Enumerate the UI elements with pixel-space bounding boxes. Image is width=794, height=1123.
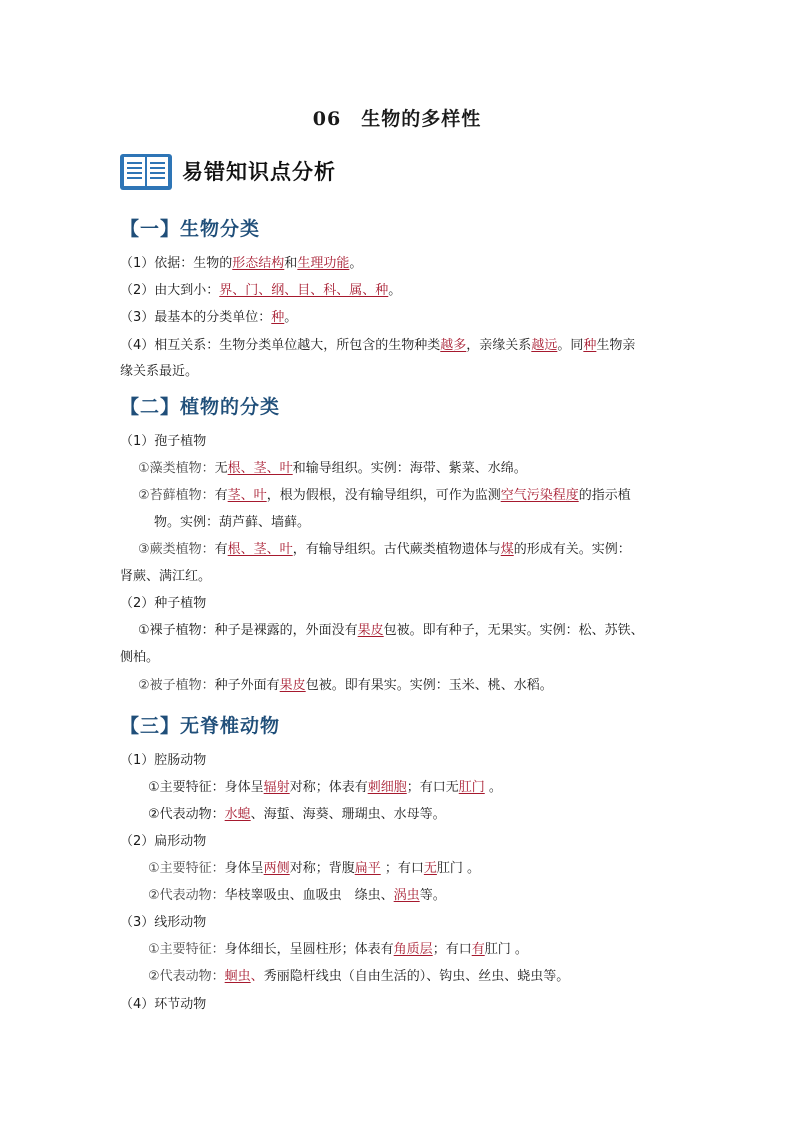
s1-line-2: （2）由大到小：界、门、纲、目、科、属、种。 [120,283,402,298]
section-banner [120,150,336,192]
s2-line-4: 物。实例：葫芦藓、墙藓。 [154,515,311,530]
s3-line-3: ②代表动物：水螅、海蜇、海葵、珊瑚虫、水母等。 [148,807,446,822]
s2-line-6: 肾蕨、满江红。 [120,569,212,584]
s3-line-2: ①主要特征：身体呈辐射对称；体表有刺细胞；有口无肛门 。 [148,780,502,795]
s1-line-3: （3）最基本的分类单位：种。 [120,310,298,325]
s2-line-1: （1）孢子植物 [120,434,207,449]
s3-line-9: ②代表动物：蛔虫、秀丽隐杆线虫（自由生活的）、钩虫、丝虫、蛲虫等。 [148,969,570,984]
section-heading-2: 【二】植物的分类 [120,396,281,418]
s2-line-7: （2）种子植物 [120,596,207,611]
s1-line-4: （4）相互关系：生物分类单位越大，所包含的生物种类越多，亲缘关系越远。同种生物亲 [120,338,636,353]
s3-line-7: （3）线形动物 [120,915,207,930]
s3-line-6: ②代表动物：华枝睾吸虫、血吸虫 绦虫、涡虫等。 [148,888,446,903]
s2-line-3: ②苔藓植物：有茎、叶，根为假根，没有输导组织，可作为监测空气污染程度的指示植 [138,488,631,503]
page-title: 06 生物的多样性 [312,108,482,130]
s2-line-5: ③蕨类植物：有根、茎、叶，有输导组织。古代蕨类植物遗体与煤的形成有关。实例： [138,542,631,557]
s3-line-1: （1）腔肠动物 [120,753,207,768]
s1-line-1: （1）依据：生物的形态结构和生理功能。 [120,256,363,271]
section-heading-1: 【一】生物分类 [120,218,261,240]
open-book-icon [120,152,172,190]
s3-line-5: ①主要特征：身体呈两侧对称；背腹扁平 ；有口无肛门 。 [148,861,481,876]
s3-line-4: （2）扁形动物 [120,834,207,849]
s2-line-8: ①裸子植物：种子是裸露的，外面没有果皮包被。即有种子，无果实。实例：松、苏铁、 [138,623,644,638]
banner-title: 易错知识点分析 [182,160,336,184]
s3-line-10: （4）环节动物 [120,997,207,1012]
s2-line-2: ①藻类植物：无根、茎、叶和输导组织。实例：海带、紫菜、水绵。 [138,461,527,476]
section-heading-3: 【三】无脊椎动物 [120,715,281,737]
s2-line-10: ②被子植物：种子外面有果皮包被。即有果实。实例：玉米、桃、水稻。 [138,678,553,693]
s1-line-5: 缘关系最近。 [120,364,199,379]
s3-line-8: ①主要特征：身体细长，呈圆柱形；体表有角质层；有口有肛门 。 [148,942,528,957]
s2-line-9: 侧柏。 [120,650,160,665]
